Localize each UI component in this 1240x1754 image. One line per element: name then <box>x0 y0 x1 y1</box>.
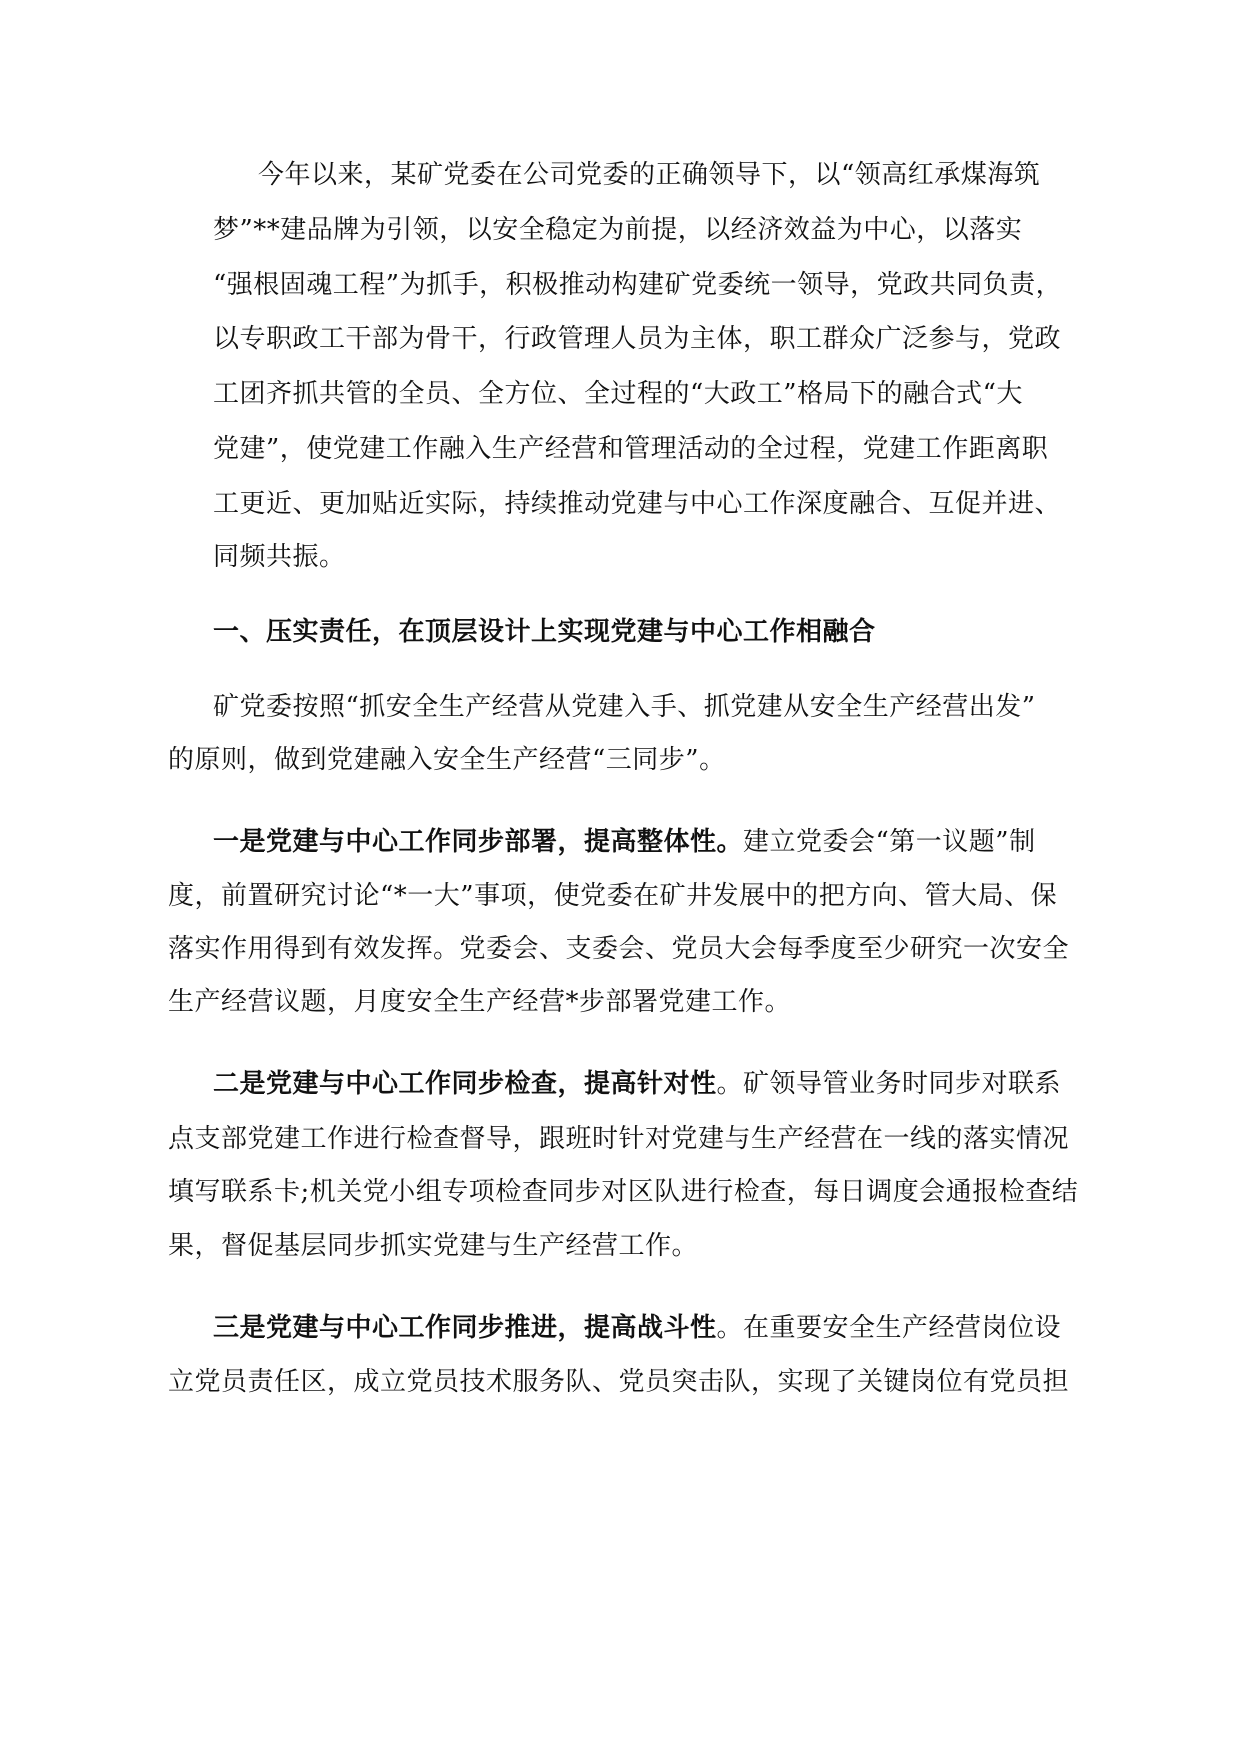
para1-line-1: 矿党委按照“抓安全生产经营从党建入手、抓党建从安全生产经营出发” <box>213 692 1036 722</box>
intro-line-7: 工更近、更加贴近实际，持续推动党建与中心工作深度融合、互促并进、 <box>213 489 1062 519</box>
intro-line-2: 梦”**建品牌为引领，以安全稳定为前提，以经济效益为中心，以落实 <box>213 215 1023 245</box>
item3-lead-rest: 。在重要安全生产经营岗位设 <box>716 1313 1062 1343</box>
intro-line-4: 以专职政工干部为骨干，行政管理人员为主体，职工群众广泛参与，党政 <box>213 324 1062 354</box>
item3-bold-lead: 三是党建与中心工作同步推进，提高战斗性 <box>213 1313 717 1343</box>
item1-lead-rest: 建立党委会“第一议题”制 <box>743 827 1036 857</box>
section-heading: 一、压实责任，在顶层设计上实现党建与中心工作相融合 <box>213 617 876 647</box>
item1-bold-lead: 一是党建与中心工作同步部署，提高整体性。 <box>213 827 744 857</box>
item1-first-line <box>213 825 1036 859</box>
para1-line-2: 的原则，做到党建融入安全生产经营“三同步”。 <box>168 745 726 775</box>
item2-first-line <box>213 1067 1061 1101</box>
intro-line-1: 今年以来，某矿党委在公司党委的正确领导下，以“领高红承煤海筑 <box>258 160 1041 190</box>
item2-lead-rest: 。矿领导管业务时同步对联系 <box>716 1069 1062 1099</box>
item2-line-3: 填写联系卡;机关党小组专项检查同步对区队进行检查，每日调度会通报检查结 <box>168 1177 1079 1207</box>
intro-line-3: “强根固魂工程”为抓手，积极推动构建矿党委统一领导，党政共同负责， <box>213 270 1063 300</box>
intro-line-5: 工团齐抓共管的全员、全方位、全过程的“大政工”格局下的融合式“大 <box>213 379 1023 409</box>
item1-line-4: 生产经营议题，月度安全生产经营*步部署党建工作。 <box>168 987 792 1017</box>
item3-first-line <box>213 1311 1061 1345</box>
intro-line-6: 党建”，使党建工作融入生产经营和管理活动的全过程，党建工作距离职 <box>213 434 1049 464</box>
item2-line-4: 果，督促基层同步抓实党建与生产经营工作。 <box>168 1231 699 1261</box>
item2-line-2: 点支部党建工作进行检查督导，跟班时针对党建与生产经营在一线的落实情况 <box>168 1124 1070 1154</box>
intro-line-8: 同频共振。 <box>213 542 346 572</box>
item1-line-2: 度，前置研究讨论“*一大”事项，使党委在矿井发展中的把方向、管大局、保 <box>168 881 1058 911</box>
item1-line-3: 落实作用得到有效发挥。党委会、支委会、党员大会每季度至少研究一次安全 <box>168 934 1070 964</box>
item3-line-2: 立党员责任区，成立党员技术服务队、党员突击队，实现了关键岗位有党员担 <box>168 1367 1070 1397</box>
item2-bold-lead: 二是党建与中心工作同步检查，提高针对性 <box>213 1069 717 1099</box>
